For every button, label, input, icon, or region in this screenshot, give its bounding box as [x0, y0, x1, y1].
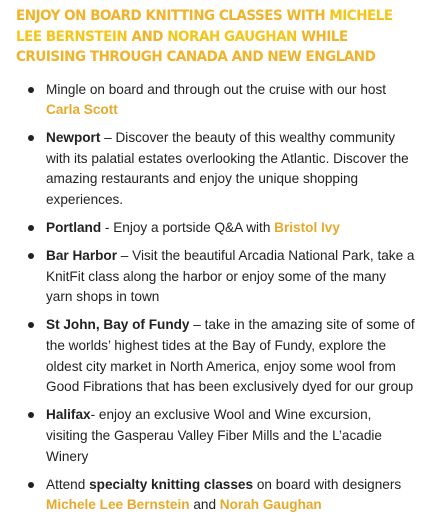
- heading-text: WHILE CRUISING THROUGH CANADA AND NEW ENGLAND: [16, 28, 376, 65]
- item-title: Halifax: [46, 407, 91, 423]
- item-title: Portland: [46, 220, 102, 236]
- list-item: [16, 315, 416, 397]
- bullet-icon: [28, 225, 34, 231]
- list-item: [16, 475, 416, 516]
- bullet-icon: [28, 135, 34, 141]
- item-text: Attend: [46, 476, 90, 492]
- heading-name-norah: NORAH GAUGHAN: [167, 28, 297, 45]
- designer-link-norah[interactable]: Norah Gaughan: [219, 497, 322, 513]
- guest-link[interactable]: Bristol Ivy: [274, 220, 340, 236]
- page-heading: [16, 6, 416, 68]
- item-text: – Discover the beauty of this wealthy community with its palatial estates overlooking the Atlantic. Discover the amazing restaurants and enjoy the unique shopping experiences.: [46, 130, 409, 207]
- item-text: and: [189, 497, 220, 513]
- host-link[interactable]: Carla Scott: [46, 102, 118, 118]
- list-item: [16, 405, 416, 467]
- bullet-icon: [28, 87, 34, 93]
- bullet-icon: [28, 253, 34, 259]
- item-title: Newport: [46, 130, 101, 146]
- designer-link-michele[interactable]: Michele Lee Bernstein: [46, 497, 190, 513]
- item-title: St John, Bay of Fundy: [46, 317, 190, 333]
- item-text: – take in the amazing site of some of the worlds’ highest tides at the Bay of Fundy, explore the oldest city market in North America, enjoy some wool from Good Fibrations that has been exclusively dyed for our group: [46, 317, 415, 395]
- list-item: [16, 246, 416, 308]
- bullet-icon: [28, 322, 34, 328]
- heading-name-michele: MICHELE LEE BERNSTEIN: [16, 8, 393, 45]
- bullet-icon: [28, 482, 34, 488]
- list-item: [16, 218, 416, 239]
- item-text: on board with designers: [253, 476, 402, 492]
- item-title: specialty knitting classes: [89, 476, 254, 492]
- item-text: Mingle on board and through out the cruise with our host: [46, 81, 387, 97]
- bullet-icon: [28, 412, 34, 418]
- itinerary-list: [16, 80, 416, 516]
- list-item: [16, 80, 416, 121]
- item-text: - Enjoy a portside Q&A with: [101, 220, 275, 236]
- item-text: – Visit the beautiful Arcadia National Park, take a KnitFit class along the harbor or enjoy some of the many yarn shops in town: [46, 248, 415, 305]
- heading-text: ENJOY ON BOARD KNITTING CLASSES WITH: [16, 8, 330, 24]
- item-title: Bar Harbor: [46, 248, 118, 264]
- heading-text: AND: [127, 28, 168, 45]
- list-item: [16, 128, 416, 210]
- item-text: - enjoy an exclusive Wool and Wine excursion, visiting the Gasperau Valley Fiber Mills and the L’acadie Winery: [46, 407, 382, 464]
